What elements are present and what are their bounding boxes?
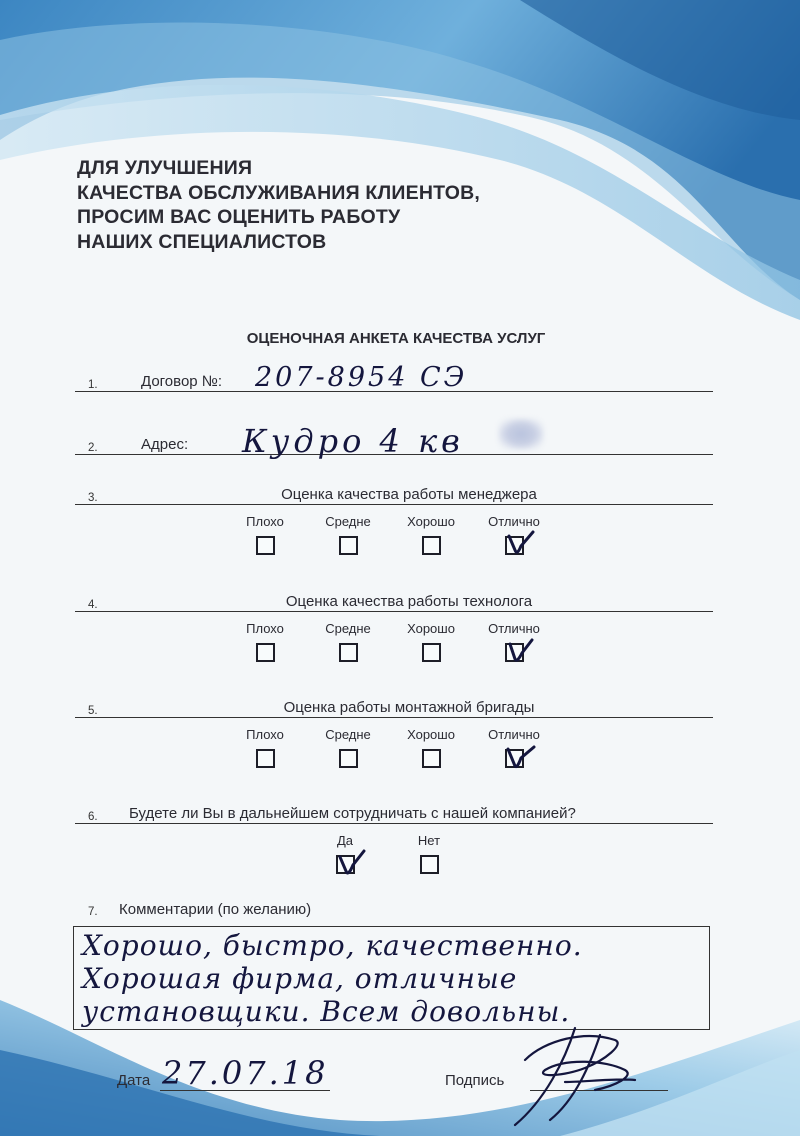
checkbox[interactable] (422, 643, 441, 662)
checkbox-checked[interactable] (505, 749, 524, 768)
option-excellent[interactable] (479, 621, 549, 662)
comments-box[interactable] (73, 926, 710, 1030)
option-average[interactable] (313, 621, 383, 662)
check-mark-icon (503, 741, 539, 775)
option-good[interactable] (396, 727, 466, 768)
option-label: Да (336, 833, 354, 848)
cooperate-question: Будете ли Вы в дальнейшем сотрудничать с нашей компанией? (129, 805, 576, 822)
option-bad[interactable] (230, 514, 300, 555)
rating-options-manager (0, 514, 800, 566)
checkbox[interactable] (422, 536, 441, 555)
option-label: Хорошо (407, 621, 455, 636)
item-number: 7. (88, 906, 98, 918)
option-average[interactable] (313, 727, 383, 768)
form-title-text: ОЦЕНОЧНАЯ АНКЕТА КАЧЕСТВА УСЛУГ (246, 330, 546, 347)
option-label: Нет (417, 833, 441, 848)
rating-row-manager (75, 478, 713, 505)
comments-row (75, 896, 713, 920)
contract-value[interactable]: 207-8954 СЭ (255, 362, 468, 393)
check-mark-icon (503, 635, 539, 669)
item-number: 2. (88, 442, 98, 454)
headline-line: НАШИХ СПЕЦИАЛИСТОВ (77, 230, 327, 253)
signature-label: Подпись (445, 1072, 505, 1089)
cooperate-options (0, 833, 800, 885)
headline-line: КАЧЕСТВА ОБСЛУЖИВАНИЯ КЛИЕНТОВ, (77, 181, 481, 204)
checkbox-checked[interactable] (505, 643, 524, 662)
checkbox[interactable] (339, 536, 358, 555)
rating-row-installers (75, 691, 713, 718)
checkbox[interactable] (256, 536, 275, 555)
item-number: 4. (88, 599, 98, 611)
comments-label: Комментарии (по желанию) (119, 901, 312, 918)
option-label: Хорошо (407, 727, 455, 742)
option-label: Плохо (246, 514, 284, 529)
rating-options-technologist (0, 621, 800, 673)
rating-options-installers (0, 727, 800, 779)
check-mark-icon (334, 847, 370, 881)
checkbox[interactable] (256, 749, 275, 768)
redacted-blur (498, 418, 544, 450)
item-number: 1. (88, 379, 98, 391)
checkbox[interactable] (339, 749, 358, 768)
check-mark-icon (503, 528, 539, 562)
option-bad[interactable] (230, 727, 300, 768)
option-no[interactable] (394, 833, 464, 874)
item-number: 5. (88, 705, 98, 717)
address-label: Адрес: (141, 436, 189, 453)
option-good[interactable] (396, 514, 466, 555)
option-excellent[interactable] (479, 514, 549, 555)
option-yes[interactable] (310, 833, 380, 874)
item-number: 6. (88, 811, 98, 823)
option-label: Средне (325, 621, 371, 636)
option-label: Плохо (246, 621, 284, 636)
signature-scribble[interactable] (505, 1020, 645, 1130)
headline-line: ПРОСИМ ВАС ОЦЕНИТЬ РАБОТУ (77, 206, 401, 228)
address-value[interactable]: Кудро 4 кв (242, 422, 464, 460)
rating-title: Оценка работы монтажной бригады (283, 699, 535, 716)
checkbox[interactable] (422, 749, 441, 768)
comment-line: установщики. Всем довольны. (82, 995, 571, 1028)
contract-row (75, 362, 713, 393)
option-label: Средне (325, 727, 371, 742)
option-label: Отлично (488, 621, 540, 636)
checkbox[interactable] (420, 855, 439, 874)
option-excellent[interactable] (479, 727, 549, 768)
option-good[interactable] (396, 621, 466, 662)
option-label: Отлично (488, 727, 540, 742)
comment-line: Хорошо, быстро, качественно. (82, 929, 583, 962)
date-label: Дата (117, 1072, 151, 1089)
option-bad[interactable] (230, 621, 300, 662)
option-label: Отлично (488, 514, 540, 529)
option-average[interactable] (313, 514, 383, 555)
checkbox-checked[interactable] (505, 536, 524, 555)
rating-row-technologist (75, 585, 713, 612)
contract-label: Договор №: (141, 373, 223, 390)
date-value[interactable]: 27.07.18 (162, 1054, 329, 1092)
cooperate-row (75, 797, 713, 824)
rating-title: Оценка качества работы менеджера (281, 486, 537, 503)
item-number: 3. (88, 492, 98, 504)
checkbox-checked[interactable] (336, 855, 355, 874)
rating-title: Оценка качества работы технолога (285, 593, 533, 610)
form-title (0, 330, 800, 347)
checkbox[interactable] (339, 643, 358, 662)
checkbox[interactable] (256, 643, 275, 662)
headline-line: ДЛЯ УЛУЧШЕНИЯ (77, 157, 253, 179)
headline (77, 156, 480, 254)
option-label: Хорошо (407, 514, 455, 529)
option-label: Средне (325, 514, 371, 529)
comment-line: Хорошая фирма, отличные (82, 962, 518, 995)
option-label: Плохо (246, 727, 284, 742)
address-row (75, 422, 713, 460)
